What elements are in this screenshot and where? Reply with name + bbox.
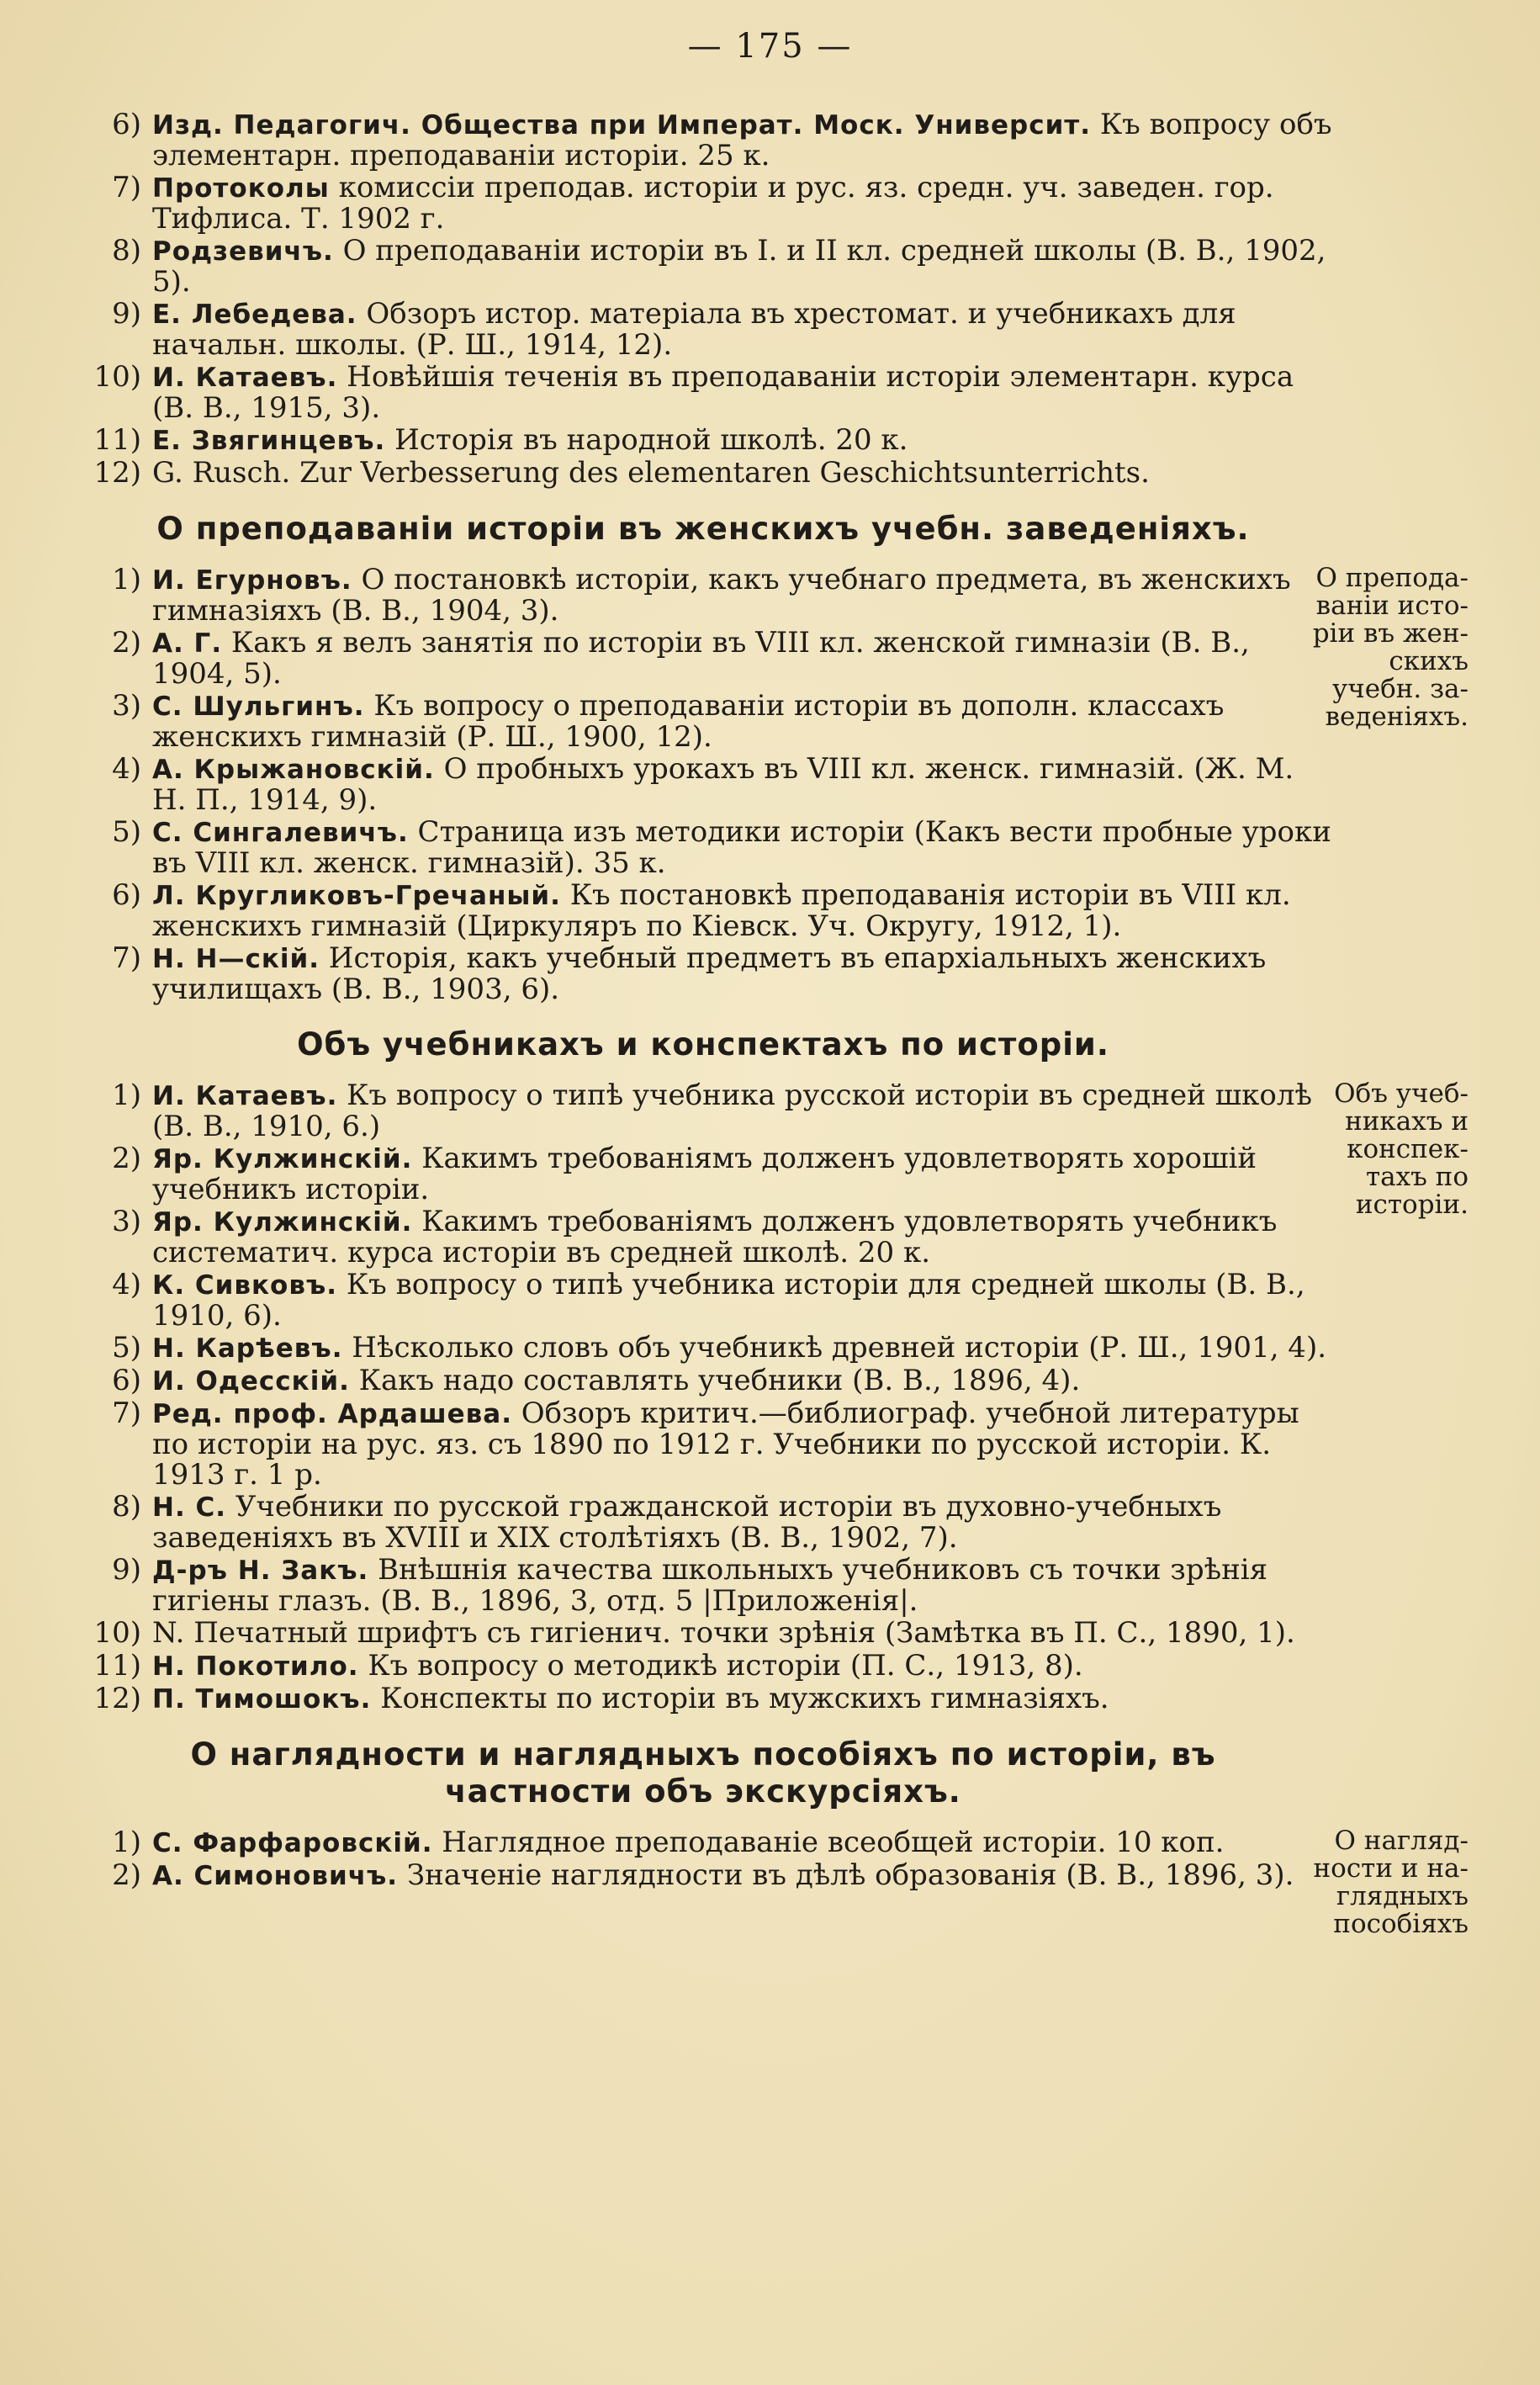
item-text: Страница изъ методики исторіи (Какъ вести пробные уроки въ VIII кл. женск. гимназій). 35 к. bbox=[152, 815, 1331, 880]
item-text: Какимъ требованіямъ долженъ удовлетворять учебникъ систематич. курса исторіи въ средней школѣ. 20 к. bbox=[152, 1205, 1278, 1269]
margin-note-line: исторіи. bbox=[1355, 1190, 1469, 1220]
item-text: О постановкѣ исторіи, какъ учебнаго предмета, въ женскихъ гимназіяхъ (В. В., 1904, 3). bbox=[152, 563, 1291, 628]
list-item bbox=[72, 172, 1334, 234]
item-number: 9) bbox=[112, 1553, 141, 1587]
list-item bbox=[72, 691, 1334, 752]
item-text: N. Печатный шрифтъ съ гигіенич. точки зрѣнія (Замѣтка въ П. С., 1890, 1). bbox=[152, 1616, 1295, 1650]
item-text: G. Rusch. Zur Verbesserung des elementaren Geschichtsunterrichts. bbox=[152, 456, 1150, 490]
item-number: 1) bbox=[112, 1826, 141, 1859]
item-number: 4) bbox=[112, 1268, 141, 1301]
item-author: Яр. Кулжинскій. bbox=[152, 1207, 413, 1238]
list-item bbox=[72, 425, 1334, 456]
item-author: Л. Кругликовъ-Гречаный. bbox=[152, 881, 561, 911]
margin-note-line: пособіяхъ bbox=[1333, 1909, 1469, 1939]
margin-note-line: никахъ и bbox=[1345, 1106, 1469, 1137]
item-author: И. Егурновъ. bbox=[152, 565, 352, 596]
item-text: Къ вопросу объ элементарн. преподаваніи исторіи. 25 к. bbox=[152, 108, 1332, 172]
item-author: А. Г. bbox=[152, 628, 223, 659]
list-item bbox=[72, 1683, 1334, 1715]
item-author: Яр. Кулжинскій. bbox=[152, 1144, 413, 1174]
margin-note-line: О препода- bbox=[1315, 563, 1469, 593]
item-text: Нѣсколько словъ объ учебникѣ древней исторіи (Р. Ш., 1901, 4). bbox=[342, 1331, 1327, 1365]
item-author: С. Шульгинъ. bbox=[152, 692, 365, 722]
margin-note-line: ности и на- bbox=[1313, 1853, 1469, 1884]
item-author: Н. С. bbox=[152, 1492, 227, 1523]
list-item bbox=[72, 1827, 1334, 1858]
page-content bbox=[72, 108, 1469, 1939]
item-text: Какъ надо составлять учебники (В. В., 1896, 4). bbox=[349, 1364, 1081, 1397]
list-item bbox=[72, 754, 1334, 815]
list-item bbox=[72, 236, 1334, 297]
item-text: Какъ я велъ занятія по исторіи въ VIII кл. женской гимназіи (В. В., 1904, 5). bbox=[152, 626, 1250, 691]
section-heading-womens-schools: О преподаваніи исторіи въ женскихъ учебн. заведеніяхъ. bbox=[156, 511, 1250, 547]
item-number: 2) bbox=[112, 1858, 141, 1892]
item-author: Родзевичъ. bbox=[152, 236, 334, 267]
item-number: 10) bbox=[93, 360, 141, 394]
margin-note-line: тахъ по bbox=[1365, 1162, 1469, 1192]
item-number: 3) bbox=[112, 689, 141, 723]
item-number: 10) bbox=[93, 1616, 141, 1650]
item-number: 7) bbox=[112, 941, 141, 975]
list-item bbox=[72, 1206, 1334, 1268]
list-item bbox=[72, 1269, 1334, 1331]
list-item bbox=[72, 1333, 1334, 1364]
section-heading-textbooks: Объ учебникахъ и конспектахъ по исторіи. bbox=[297, 1026, 1109, 1063]
item-number: 12) bbox=[93, 1682, 141, 1715]
item-author: С. Сингалевичъ. bbox=[152, 818, 409, 848]
list-item bbox=[72, 1080, 1334, 1142]
list-item bbox=[72, 880, 1334, 941]
item-author: И. Одесскій. bbox=[152, 1366, 350, 1397]
item-text: Внѣшнія качества школьныхъ учебниковъ съ точки зрѣнія гигіены глазъ. (В. В., 1896, 3, отд. 5 |Приложенія|. bbox=[152, 1553, 1268, 1618]
item-author: Н. Покотило. bbox=[152, 1651, 359, 1682]
item-author: С. Фарфаровскій. bbox=[152, 1828, 433, 1858]
item-author: И. Катаевъ. bbox=[152, 1081, 338, 1111]
list-item bbox=[72, 1143, 1334, 1205]
item-author: Протоколы bbox=[152, 173, 330, 204]
item-author: А. Крыжановскій. bbox=[152, 755, 435, 785]
item-author: П. Тимошокъ. bbox=[152, 1684, 372, 1715]
item-number: 9) bbox=[112, 297, 141, 331]
item-number: 5) bbox=[112, 1331, 141, 1365]
item-text: Къ вопросу о типѣ учебника исторіи для средней школы (В. В., 1910, 6). bbox=[152, 1268, 1305, 1333]
item-number: 1) bbox=[112, 1079, 141, 1112]
list-item bbox=[72, 458, 1334, 489]
item-author: Е. Звягинцевъ. bbox=[152, 426, 386, 456]
item-author: Н. Карѣевъ. bbox=[152, 1333, 343, 1364]
item-text: Обзоръ критич.—библиограф. учебной литературы по исторіи на рус. яз. съ 1890 по 1912 г. Учебники по русской исторіи. К. 1913 г. 1 р. bbox=[152, 1397, 1299, 1492]
item-author: Ред. проф. Ардашева. bbox=[152, 1399, 512, 1429]
item-number: 8) bbox=[112, 1490, 141, 1524]
section-heading-visual-aids: О наглядности и наглядныхъ пособіяхъ по исторіи, въ частности объ экскурсіяхъ. bbox=[190, 1736, 1216, 1810]
item-number: 4) bbox=[112, 752, 141, 786]
item-text: комиссіи преподав. исторіи и рус. яз. средн. уч. заведен. гор. Тифлиса. Т. 1902 г. bbox=[152, 171, 1274, 236]
margin-note-line: О нагляд- bbox=[1334, 1826, 1469, 1856]
item-number: 2) bbox=[112, 626, 141, 660]
margin-note-line: конспек- bbox=[1347, 1134, 1469, 1164]
list-item bbox=[72, 628, 1334, 689]
item-number: 11) bbox=[93, 1649, 141, 1683]
item-text: О пробныхъ урокахъ въ VIII кл. женск. гимназій. (Ж. М. Н. П., 1914, 9). bbox=[152, 752, 1294, 817]
item-author: А. Симоновичъ. bbox=[152, 1861, 399, 1891]
item-text: О преподаваніи исторіи въ I. и II кл. средней школы (В. В., 1902, 5). bbox=[152, 234, 1326, 299]
item-number: 2) bbox=[112, 1142, 141, 1175]
item-author: Н. Н—скій. bbox=[152, 944, 320, 974]
item-number: 7) bbox=[112, 1397, 141, 1430]
item-author: К. Сивковъ. bbox=[152, 1270, 338, 1301]
margin-note-line: веденіяхъ. bbox=[1325, 702, 1469, 732]
list-item bbox=[72, 299, 1334, 360]
margin-note-line: ваніи исто- bbox=[1315, 591, 1469, 621]
list-item bbox=[72, 1618, 1334, 1649]
item-text: Къ вопросу о типѣ учебника русской исторіи въ средней школѣ (В. В., 1910, 6.) bbox=[152, 1079, 1312, 1143]
item-number: 6) bbox=[112, 878, 141, 912]
item-number: 7) bbox=[112, 171, 141, 204]
list-item bbox=[72, 1651, 1334, 1682]
item-text: Обзоръ истор. матеріала въ хрестомат. и учебникахъ для начальн. школы. (Р. Ш., 1914, 12). bbox=[152, 297, 1236, 362]
item-number: 12) bbox=[93, 456, 141, 490]
page-number: — 175 — bbox=[687, 27, 853, 66]
item-text: Новѣйшія теченія въ преподаваніи исторіи элементарн. курса (В. В., 1915, 3). bbox=[152, 360, 1294, 425]
item-text: Исторія въ народной школѣ. 20 к. bbox=[385, 423, 908, 457]
item-number: 11) bbox=[93, 423, 141, 457]
item-text: Учебники по русской гражданской исторіи въ духовно-учебныхъ заведеніяхъ въ XVIII и XIX столѣтіяхъ (В. В., 1902, 7). bbox=[152, 1490, 1222, 1555]
list-item bbox=[72, 362, 1334, 423]
section-visual-aids bbox=[72, 1826, 1469, 1939]
item-number: 8) bbox=[112, 234, 141, 268]
list-item bbox=[72, 1555, 1334, 1616]
item-number: 5) bbox=[112, 815, 141, 849]
margin-note-line: ріи въ жен- bbox=[1312, 618, 1469, 649]
item-text: Какимъ требованіямъ долженъ удовлетворять хорошій учебникъ исторіи. bbox=[152, 1142, 1257, 1206]
section-elementary-teaching bbox=[72, 109, 1469, 489]
item-author: Д-ръ Н. Закъ. bbox=[152, 1556, 369, 1586]
item-number: 6) bbox=[112, 108, 141, 141]
margin-note-line: Объ учеб- bbox=[1334, 1079, 1469, 1109]
list-item bbox=[72, 564, 1334, 626]
item-text: Къ вопросу о преподаваніи исторіи въ дополн. классахъ женскихъ гимназій (Р. Ш., 1900, 12). bbox=[152, 689, 1225, 754]
section-womens-schools bbox=[72, 564, 1469, 1004]
list-item bbox=[72, 817, 1334, 878]
list-item bbox=[72, 1365, 1334, 1397]
item-text: Къ постановкѣ преподаванія исторіи въ VIII кл. женскихъ гимназій (Циркуляръ по Кіевск. Уч. Округу, 1912, 1). bbox=[152, 878, 1291, 943]
item-author: Е. Лебедева. bbox=[152, 299, 357, 330]
margin-note-line: глядныхъ bbox=[1336, 1881, 1469, 1911]
list-item bbox=[72, 943, 1334, 1004]
list-item bbox=[72, 109, 1334, 171]
section-textbooks bbox=[72, 1080, 1469, 1715]
margin-note-line: учебн. за- bbox=[1332, 674, 1469, 704]
item-text: Исторія, какъ учебный предметъ въ епархіальныхъ женскихъ училищахъ (В. В., 1903, 6). bbox=[152, 941, 1267, 1006]
item-text: Къ вопросу о методикѣ исторіи (П. С., 1913, 8). bbox=[358, 1649, 1083, 1683]
item-author: Изд. Педагогич. Общества при Императ. Моск. Университ. bbox=[152, 110, 1092, 140]
item-number: 3) bbox=[112, 1205, 141, 1238]
item-number: 1) bbox=[112, 563, 141, 596]
item-text: Значеніе наглядности въ дѣлѣ образованія (В. В., 1896, 3). bbox=[398, 1858, 1294, 1892]
item-text: Конспекты по исторіи въ мужскихъ гимназіяхъ. bbox=[371, 1682, 1109, 1715]
item-text: Наглядное преподаваніе всеобщей исторіи. 10 коп. bbox=[432, 1826, 1225, 1859]
margin-note-line: скихъ bbox=[1389, 646, 1469, 676]
list-item bbox=[72, 1398, 1334, 1490]
list-item bbox=[72, 1492, 1334, 1553]
list-item bbox=[72, 1860, 1334, 1891]
item-author: И. Катаевъ. bbox=[152, 363, 338, 393]
item-number: 6) bbox=[112, 1364, 141, 1397]
